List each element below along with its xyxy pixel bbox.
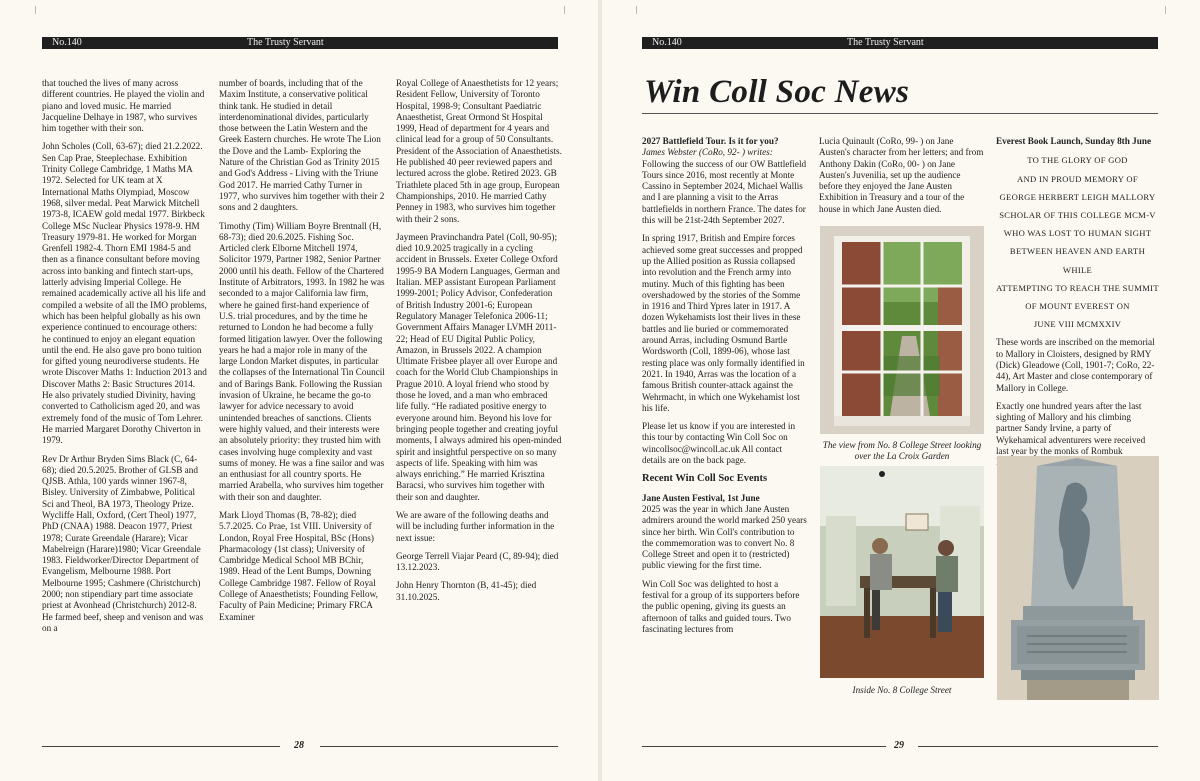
footer-rule [642,746,886,747]
column-2 [219,78,385,630]
column-3 [996,136,1159,476]
paragraph: Lucia Quinault (CoRo, 99- ) on Jane Austen's character from her letters; and from Anthony Dakin (CoRo, 00- ) on Jane Austen's Juvenilia, set up the audience before they enjoyed the Jane Austen Exhibition in Treasury and a tour of the house in which Jane Austen died. [819,136,984,214]
running-header [42,37,558,49]
inscription-line: OF MOUNT EVEREST ON [1025,300,1130,311]
page-number: 29 [894,740,904,751]
inscription-line: GEORGE HERBERT LEIGH MALLORY [999,191,1156,202]
inscription-line: BETWEEN HEAVEN AND EARTH WHILE [1009,246,1146,275]
paragraph: In spring 1917, British and Empire forces achieved some great successes and propped up the Allied position as Russia collapsed into revolution and the French army into mutiny. Much of this fighting has been overshadowed by the stories of the Somme in 1916 and Third Ypres later in 1917. A dozen Wykehamists lost their lives in these battles and lie buried or commemorated around Arras, including Osmund Bartle Wordsworth (Coll, 1899-06), whose last resting place was only formally identified in 2021. In 1940, Arras was the location of a famous British counter-attack against the Wehrmacht, in which one Wykehamist lost his life. [642,233,805,413]
memorial-inscription [996,151,1159,333]
article-heading: 2027 Battlefield Tour. Is it for you? [642,136,779,146]
section-title: Win Coll Soc News [644,74,910,110]
paragraph: number of boards, including that of the Maxim Institute, a conservative political think tank. He studied in detail interdenominational divides, particularly those between the Latin Western and the Greek Eastern churches. He wrote The Lion the Dove and the Lamb- Exploring the Nature of the Christian God as Trinity 2015 and God's Address - Living with the Triune God 2017. He married Cathy Turner in 1977, who survives him together with their 2 sons and 2 daughters. [219,78,385,213]
title-rule [642,113,1158,114]
crop-mark [35,6,36,14]
column-2 [819,136,985,222]
inscription-line: AND IN PROUD MEMORY OF [1017,173,1138,184]
crop-mark [636,6,637,14]
footer-rule [918,746,1158,747]
column-1 [42,78,208,641]
paragraph: Timothy (Tim) William Boyre Brentnall (H, 68-73); died 20.6.2025. Fishing Soc. Articled clerk Elborne Mitchell 1974, Solicitor 1979, Partner 1982, Senior Partner 2000 until his death. Fellow of the Chartered Institute of Arbitrators, 1993. In 1982 he was seconded to a major California law firm, where he gained first-hand experience of U.S. trial procedures, and by the time he returned to London he had become a fully formed litigation lawyer. Over the following years he had a major role in many of the large London Market disputes, in particular the collapses of the International Tin Council and of Barings Bank. Following the Russian invasion of Ukraine, he became the go-to lawyer for advice necessary to avoid unintended breaches of sanctions. Clients were highly valued, and their interests were an absolutely priority: they trusted him with cases involving huge complexity and vast sums of money. He was a fine sailor and was an enthusiast for all country sports. He married Arabella, who survives him together with their son and daughter. [219,220,385,502]
column-3 [396,78,562,610]
column-1 [642,136,807,642]
paragraph: Please let us know if you are interested in this tour by contacting Win Coll Soc on wincollsoc@wincoll.ac.uk All contact details are on the back page. [642,421,796,466]
magazine-title: The Trusty Servant [847,37,924,48]
paragraph: 2025 was the year in which Jane Austen admirers around the world marked 250 years since her birth. Win Coll's contribution to the commemoration was to convert No. 8 College Street and open it to (restricted) public viewing for the first time. [642,503,807,571]
paragraph: Exactly one hundred years after the last sighting of Mallory and his climbing partner Sandy Irvine, a party of Wykehamical adventurers were received last year by the monks of Rombuk [996,400,1146,456]
event-heading: Jane Austen Festival, 1st June [642,492,760,503]
paragraph: Jaymeen Pravinchandra Patel (Coll, 90-95); died 10.9.2025 tragically in a cycling accident in Brussels. Exeter College Oxford 1995-9 BA Modern Languages, German and Italian. MEP assistant European Parliament 1999-2001; Policy Advisor, Confederation of British Industry 2001-6; European Regulatory Manager Telefonica 2006-11; Government Affairs Manager LVMH 2011-22; Head of EU Digital Public Policy, Amazon, in Brussels 2022. A champion Ultimate Frisbee player all over Europe and coach for the World Club Championships in Prague 2010. A loyal friend who stood by those he loved, and a man who embraced life fully. “He radiated positive energy to everyone around him. Beyond his love for bringing people together and creating joyful moments, I always admired his open-minded spirit and insightful perspective on so many aspects of life. Speaking with him was always enriching.” He married Krisztina Baracsi, who survives him together with their son and daughter. [396,231,562,502]
paragraph: John Henry Thornton (B, 41-45); died 31.10.2025. [396,580,537,602]
running-header [642,37,1158,49]
paragraph: Mark Lloyd Thomas (B, 78-82); died 5.7.2025. Co Prae, 1st VIII. University of London, Royal Free Hospital, BSc (Hons) Pharmacology (1st class); University of Cambridge Medical School MB BChir, 1989. Head of the Lent Bumps, Downing College Cambridge 1987. Fellow of Royal College of Anaesthetists; Founding Fellow, Faculty of Pain Medicine; Primary FRCA Examiner [219,509,378,622]
magazine-title: The Trusty Servant [247,37,324,48]
page-number: 28 [294,740,304,751]
paragraph: Rev Dr Arthur Bryden Sims Black (C, 64-68); died 20.5.2025. Brother of GLSB and QJSB. Athla, 100 yards winner 1967-8, Bisley. University of Zimbabwe, Political Sci and Theol, BA 1973, Theology Prize. Wycliffe Hall, Oxford, (Cert Theol) 1977, PhD (CNAA) 1988. Deacon 1977, Priest 1978; Curate Greendale (Harare); Vicar Mabelreign (Harare)1980; Vicar Greendale 1983. Fieldworker/Director Department of Evangelism, Melbourne 1988. Port Melbourne 1995; Cashmere (Christchurch) 2000; non stipendiary part time associate priest at Avonhead (Christchurch) 2012-8. He farmed beef, sheep and venison and was on a [42,453,204,633]
crop-mark [564,6,565,14]
inscription-line: SCHOLAR OF THIS COLLEGE MCM-V [999,209,1156,220]
paragraph: These words are inscribed on the memorial to Mallory in Cloisters, designed by RMY (Dick) Gleadowe (Coll, 1901-7; CoRo, 22-44), Art Master and close contemporary of Mallory in College. [996,337,1155,393]
issue-number: No.140 [652,37,682,48]
paragraph: Royal College of Anaesthetists for 12 years; Resident Fellow, University of Toronto Hospital, 1998-9; Consultant Paediatric Anaesthetist, Great Ormond St Hospital 1999, Head of department for 4 years and clinical lead for a group of 50 Consultants. President of the Association of Anaesthetists. He published 40 peer reviewed papers and lectured across the globe. Retired 2023. GB Triathlete placed 5th in age group, European Championships, 2010. He married Cathy Penney in 1983, who survives him together with their 2 sons. [396,78,562,224]
inscription-line: ATTEMPTING TO REACH THE SUMMIT [996,282,1159,293]
footer-rule [42,746,280,747]
page-29 [600,0,1200,781]
mallory-memorial-photo [997,456,1159,700]
issue-number: No.140 [52,37,82,48]
event-heading: Everest Book Launch, Sunday 8th June [996,136,1152,146]
crop-mark [1165,6,1166,14]
paragraph: Win Coll Soc was delighted to host a festival for a group of its supporters before the public opening, giving its guests an afternoon of talks and guided tours. Two fascinating lectures from [642,578,800,634]
photo-caption: Inside No. 8 College Street [852,685,952,695]
inscription-line: WHO WAS LOST TO HUMAN SIGHT [1003,228,1152,239]
inscription-line: TO THE GLORY OF GOD [1027,155,1128,166]
byline: James Webster (CoRo, 92- ) writes: [642,147,773,158]
photo-caption: The view from No. 8 College Street looking over the La Croix Garden [822,440,982,461]
window-view-photo [820,226,984,434]
paragraph: We are aware of the following deaths and will be including further information in the next issue: [396,509,555,543]
footer-rule [320,746,558,747]
paragraph: that touched the lives of many across different countries. He played the violin and piano and loved music. He married Jacqueline Delhaye in 1987, who survives him together with their son. [42,78,205,134]
section-heading: Recent Win Coll Soc Events [642,473,768,485]
paragraph: Following the success of our OW Battlefield Tours since 2016, most recently at Monte Cassino in September 2024, Michael Wallis and I are planning a visit to the Arras battlefields in northern France. The dates for this will be 21st-24th September 2027. [642,158,807,226]
paragraph: George Terrell Viajar Peard (C, 89-94); died 13.12.2023. [396,550,559,573]
interior-photo [820,466,984,678]
inscription-line: JUNE VIII MCMXXIV [1033,319,1122,330]
paragraph: John Scholes (Coll, 63-67); died 21.2.2022. Sen Cap Prae, Steeplechase. Exhibition Trinity College Cambridge, 1 Maths MA 1972. Selected for UK team at X International Maths Olympiad, Moscow 1968, silver medal. Peat Marwick Mitchell 1973-8, ICAEW gold medal 1977. Birkbeck College MSc Nuclear Physics 1978-9. HM Treasury 1979-81. He worked for Morgan Grenfell 1982-4. Thorn EMI 1984-5 and then as a finance consultant before moving across into banking and fintech start-ups, latterly advising Imperial College. He remained academically active all his life and compiled a website of all the IMO problems, which has been helpful globally as his own experience continued to encourage others: he continued to enjoy an elegant equation until the end. He also gave pro bono tuition for gifted young neurodiverse students. He wrote Discover Maths 1: Induction 2013 and Discover Maths 2: Basic Structures 2014. He also privately studied Divinity, having converted to Catholicism aged 20, and was extremely fond of the music of Tom Lehrer. He married Margaret Dorothy Chiverton in 1979. [42,141,207,446]
